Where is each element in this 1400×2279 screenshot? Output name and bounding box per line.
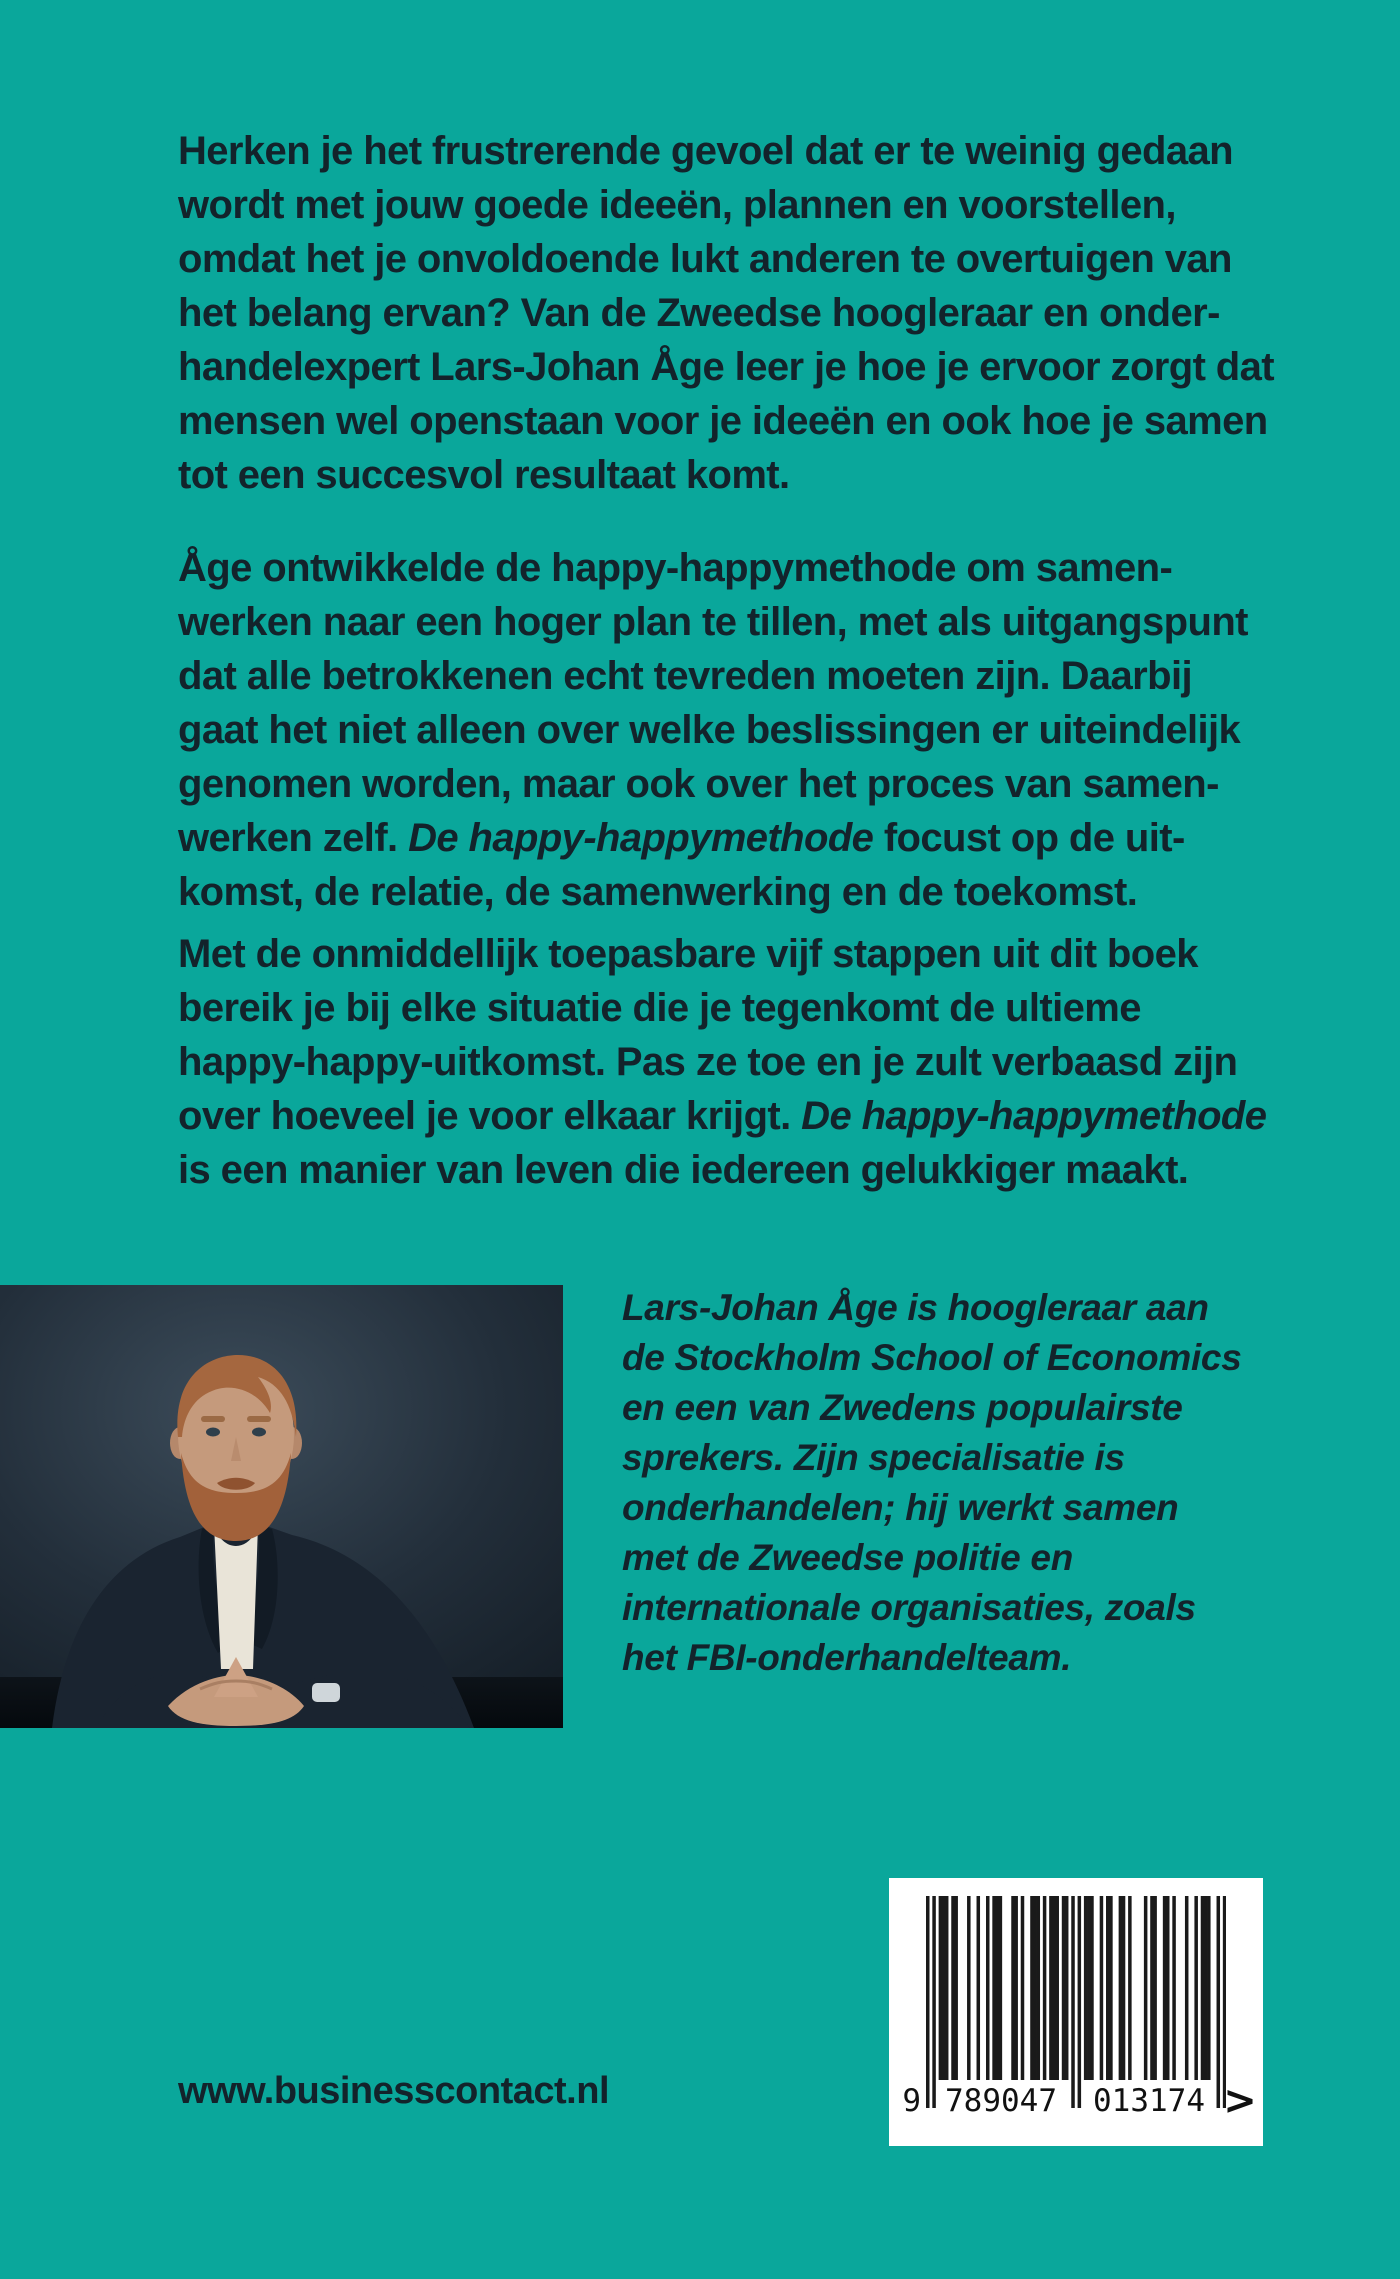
text-line: Åge ontwikkelde de happy-happymethode om samen-	[178, 546, 1173, 590]
author-photo	[0, 1285, 563, 1728]
text-line: tot een succesvol resultaat komt.	[178, 453, 790, 497]
text-line: over hoeveel je voor elkaar krijgt. De happy-happymethode	[178, 1094, 1267, 1138]
blurb-paragraph-2	[178, 541, 1248, 919]
tshirt	[214, 1525, 258, 1669]
barcode-digits-group1: 789047	[945, 2083, 1057, 2119]
author-photo-illustration	[0, 1285, 563, 1728]
text-line: met de Zweedse politie en	[622, 1537, 1074, 1578]
text-line: het belang ervan? Van de Zweedse hoogleraar en onder-	[178, 291, 1220, 335]
text-line: is een manier van leven die iedereen gelukkiger maakt.	[178, 1148, 1189, 1192]
blurb-paragraph-1	[178, 124, 1274, 502]
text-line: gaat het niet alleen over welke beslissingen er uiteindelijk	[178, 708, 1241, 752]
eyebrow-left	[201, 1416, 225, 1422]
text-line: werken naar een hoger plan te tillen, met als uitgangspunt	[178, 600, 1248, 644]
text-line: de Stockholm School of Economics	[622, 1337, 1242, 1378]
author-bio	[622, 1283, 1242, 1683]
text-line: en een van Zwedens populairste	[622, 1387, 1183, 1428]
text-line: wordt met jouw goede ideeën, plannen en voorstellen,	[178, 183, 1176, 227]
text-line: dat alle betrokkenen echt tevreden moeten zijn. Daarbij	[178, 654, 1192, 698]
publisher-website-url: www.businesscontact.nl	[178, 2070, 610, 2112]
barcode-quiet-zone-arrow: >	[1223, 2078, 1257, 2124]
wristwatch	[312, 1683, 340, 1702]
blurb-paragraph-3	[178, 927, 1266, 1197]
text-line: sprekers. Zijn specialisatie is	[622, 1437, 1125, 1478]
text-line: mensen wel openstaan voor je ideeën en ook hoe je samen	[178, 399, 1268, 443]
text-line: handelexpert Lars-Johan Åge leer je hoe je ervoor zorgt dat	[178, 345, 1275, 389]
eye-left	[206, 1428, 220, 1437]
text-line: Met de onmiddellijk toepasbare vijf stappen uit dit boek	[178, 932, 1198, 976]
text-line: werken zelf. De happy-happymethode focust op de uit-	[178, 816, 1185, 860]
text-line: komst, de relatie, de samenwerking en de toekomst.	[178, 870, 1138, 914]
text-line: bereik je bij elke situatie die je tegenkomt de ultieme	[178, 986, 1141, 1030]
barcode-digit-leading: 9	[902, 2083, 921, 2119]
text-line: onderhandelen; hij werkt samen	[622, 1487, 1179, 1528]
text-line: happy-happy-uitkomst. Pas ze toe en je zult verbaasd zijn	[178, 1040, 1238, 1084]
text-line: omdat het je onvoldoende lukt anderen te overtuigen van	[178, 237, 1232, 281]
eye-right	[252, 1428, 266, 1437]
isbn-barcode	[889, 1878, 1263, 2146]
eyebrow-right	[247, 1416, 271, 1422]
text-line: internationale organisaties, zoals	[622, 1587, 1196, 1628]
barcode-digits-group2: 013174	[1093, 2083, 1205, 2119]
text-line: genomen worden, maar ook over het proces van samen-	[178, 762, 1219, 806]
text-line: Herken je het frustrerende gevoel dat er te weinig gedaan	[178, 129, 1234, 173]
text-line: het FBI-onderhandelteam.	[622, 1637, 1072, 1678]
text-line: Lars-Johan Åge is hoogleraar aan	[622, 1287, 1209, 1328]
